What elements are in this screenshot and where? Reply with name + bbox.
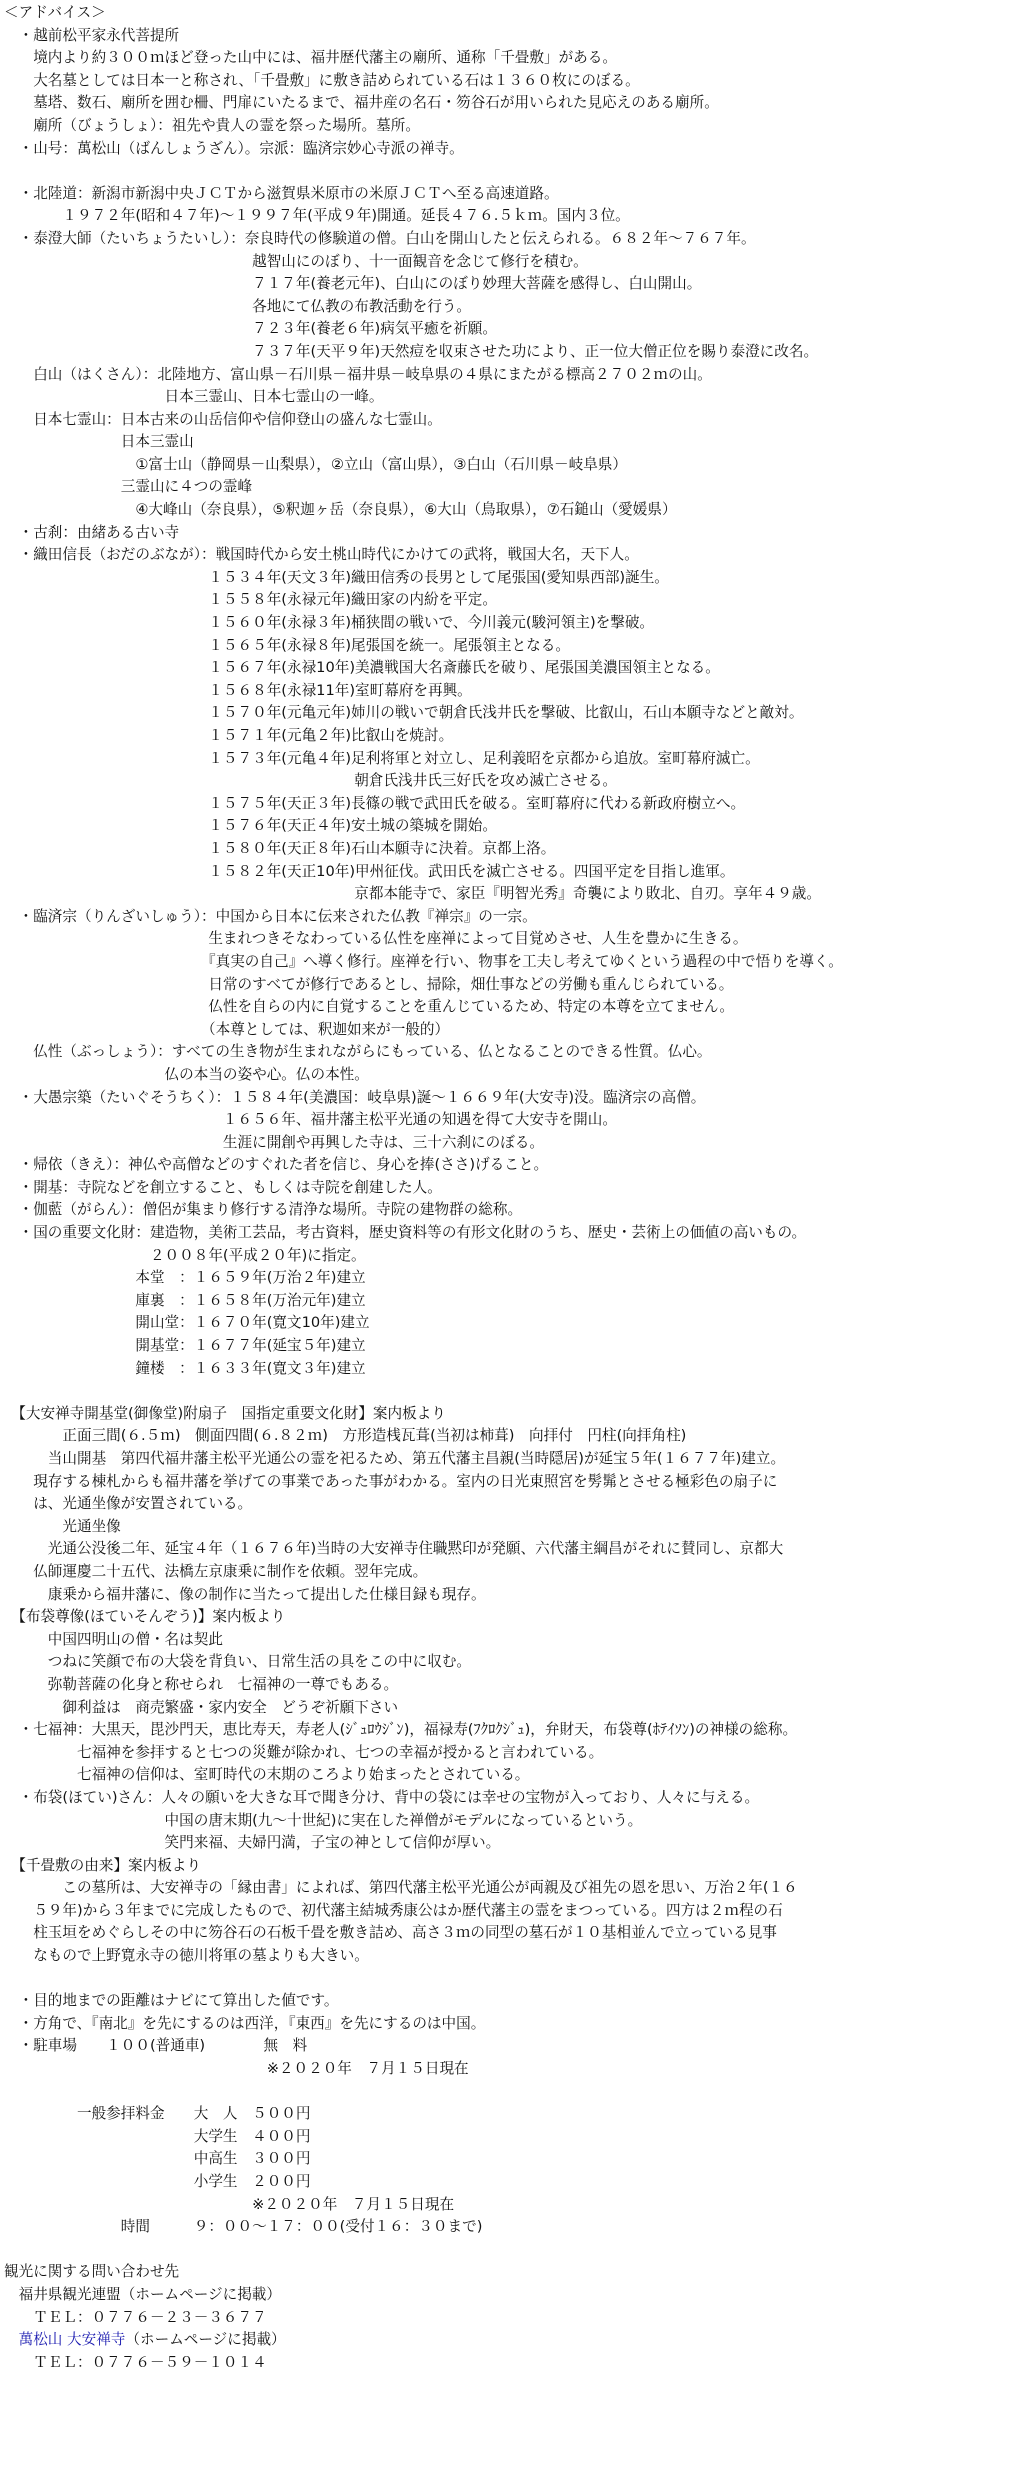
text-line: 観光に関する問い合わせ先 bbox=[4, 2263, 180, 2281]
text-line: ※２０２０年 ７月１５日現在 bbox=[4, 2060, 469, 2078]
text-line: 開基堂：１６７７年(延宝５年)建立 bbox=[4, 1337, 366, 1355]
blank-line bbox=[4, 160, 1029, 183]
text-line: ・開基：寺院などを創立すること、もしくは寺院を創建した人。 bbox=[4, 1178, 442, 1196]
text-line: 七福神の信仰は、室町時代の末期のころより始まったとされている。 bbox=[4, 1766, 530, 1784]
text-line: ７３７年(天平９年)天然痘を収束させた功により、正一位大僧正位を賜り泰澄に改名。 bbox=[4, 342, 819, 360]
text-line: ５９年)から３年までに完成したもので、初代藩主結城秀康公はか歴代藩主の霊をまつっている。四方は２ｍ程の石 bbox=[4, 1901, 783, 1919]
text-line: 大名墓としては日本一と称され、「千畳敷」に敷き詰められている石は１３６０枚にのぼる。 bbox=[4, 71, 640, 89]
text-line: 現存する棟札からも福井藩を挙げての事業であった事がわかる。室内の日光東照宮を髣髴とさせる極彩色の扇子に bbox=[4, 1472, 778, 1490]
text-line: ・布袋(ほてい)さん：人々の願いを大きな耳で聞き分け、背中の袋には幸せの宝物が入っており、人々に与える。 bbox=[4, 1788, 760, 1806]
text-line: ７２３年(養老６年)病気平癒を祈願。 bbox=[4, 320, 497, 338]
text-line: 墓塔、数石、廟所を囲む柵、門扉にいたるまで、福井産の名石・笏谷石が用いられた見応えのある廟所。 bbox=[4, 94, 719, 112]
text-line: 【大安禅寺開基堂(御像堂)附扇子 国指定重要文化財】案内板より bbox=[4, 1404, 446, 1422]
text-line: 大学生 ４００円 bbox=[4, 2127, 311, 2145]
text-line: １５７５年(天正３年)長篠の戦で武田氏を破る。室町幕府に代わる新政府樹立へ。 bbox=[4, 794, 746, 812]
text-line: 日本三霊山、日本七霊山の一峰。 bbox=[4, 388, 384, 406]
text-line: ・北陸道：新潟市新潟中央ＪＣＴから滋賀県米原市の米原ＪＣＴへ至る高速道路。 bbox=[4, 184, 559, 202]
text-line: 中国の唐末期(九～十世紀)に実在した禅僧がモデルになっているという。 bbox=[4, 1811, 643, 1829]
text-line: 白山（はくさん）：北陸地方、富山県－石川県－福井県－岐阜県の４県にまたがる標高２７０２ｍの山。 bbox=[4, 365, 712, 383]
text-line: 当山開基 第四代福井藩主松平光通公の霊を祀るため、第五代藩主昌親(当時隠居)が延宝５年(１６７７年)建立。 bbox=[4, 1450, 786, 1467]
text-line: ・織田信長（おだのぶなが）：戦国時代から安土桃山時代にかけての武将，戦国大名，天下人。 bbox=[4, 546, 639, 564]
advice-document bbox=[4, 2, 1029, 2374]
text-line: １５６０年(永禄３年)桶狭間の戦いで、今川義元(駿河領主)を撃破。 bbox=[4, 614, 655, 632]
text-line: 御利益は 商売繁盛・家内安全 どうぞ祈願下さい bbox=[4, 1698, 399, 1716]
text-line: 朝倉氏浅井氏三好氏を攻め滅亡させる。 bbox=[4, 772, 617, 790]
text-line: この墓所は、大安禅寺の「縁由書」によれば、第四代藩主松平光通公が両親及び祖先の恩を思い、万治２年(１６ bbox=[4, 1879, 798, 1897]
text-line: ２００８年(平成２０年)に指定。 bbox=[4, 1246, 366, 1264]
text-line: 弥勒菩薩の化身と称せられ 七福神の一尊でもある。 bbox=[4, 1675, 399, 1693]
text-line: ・駐車場 １００(普通車) 無 料 bbox=[4, 2037, 308, 2055]
blank-line bbox=[4, 1380, 1029, 1403]
text-line: 七福神を参拝すると七つの災難が除かれ、七つの幸福が授かると言われている。 bbox=[4, 1743, 604, 1761]
text-line: ・方角で、『南北』を先にするのは西洋，『東西』を先にするのは中国。 bbox=[4, 2014, 486, 2032]
text-line: 京都本能寺で、家臣『明智光秀』奇襲により敗北、自刃。享年４９歳。 bbox=[4, 885, 821, 903]
text-line: ・帰依（きえ）：神仏や高僧などのすぐれた者を信じ、身心を捧(ささ)げること。 bbox=[4, 1156, 549, 1174]
text-line: 開山堂：１６７０年(寛文10年)建立 bbox=[4, 1314, 370, 1332]
blank-line bbox=[4, 1968, 1029, 1991]
temple-tel: ＴＥＬ：０７７６－５９－１０１４ bbox=[4, 2353, 267, 2371]
blank-line bbox=[4, 2239, 1029, 2262]
text-line: １５６８年(永禄11年)室町幕府を再興。 bbox=[4, 681, 472, 699]
text-line: １５７０年(元亀元年)姉川の戦いで朝倉氏浅井氏を撃破、比叡山，石山本願寺などと敵対。 bbox=[4, 704, 804, 722]
temple-homepage-link[interactable]: 萬松山 大安禅寺 bbox=[18, 2331, 126, 2349]
text-line: ・国の重要文化財：建造物，美術工芸品，考古資料，歴史資料等の有形文化財のうち、歴史・芸術上の価値の高いもの。 bbox=[4, 1224, 807, 1242]
text-line: １５７１年(元亀２年)比叡山を焼討。 bbox=[4, 727, 454, 744]
text-line: 仏性を自らの内に自覚することを重んじているため、特定の本尊を立てません。 bbox=[4, 998, 734, 1016]
text-line: 日本七霊山：日本古来の山岳信仰や信仰登山の盛んな七霊山。 bbox=[4, 410, 442, 428]
blank-line bbox=[4, 2081, 1029, 2104]
text-line: １５８０年(天正８年)石山本願寺に決着。京都上洛。 bbox=[4, 839, 556, 857]
text-line: ・山号：萬松山（ばんしょうざん）。宗派：臨済宗妙心寺派の禅寺。 bbox=[4, 139, 464, 157]
text-line: 中国四明山の僧・名は契此 bbox=[4, 1630, 223, 1648]
text-line: 越智山にのぼり、十一面観音を念じて修行を積む。 bbox=[4, 252, 588, 270]
temple-contact-line bbox=[4, 2329, 1029, 2352]
text-line: ④大峰山（奈良県），⑤釈迦ヶ岳（奈良県），⑥大山（鳥取県），⑦石鎚山（愛媛県） bbox=[4, 501, 677, 519]
text-line: 康乗から福井藩に、像の制作に当たって提出した仕様目録も現存。 bbox=[4, 1585, 486, 1603]
text-line: 境内より約３００ｍほど登った山中には、福井歴代藩主の廟所、通称「千畳敷」がある。 bbox=[4, 49, 617, 67]
text-line: 笑門来福、夫婦円満，子宝の神として信仰が厚い。 bbox=[4, 1834, 501, 1852]
text-line: 光通坐像 bbox=[4, 1517, 121, 1535]
text-line: 福井県観光連盟（ホームページに掲載） bbox=[4, 2285, 281, 2303]
text-line: ＜アドバイス＞ bbox=[4, 4, 106, 21]
text-line: 三霊山に４つの霊峰 bbox=[4, 478, 253, 496]
text-line: ＴＥＬ：０７７６－２３－３６７７ bbox=[4, 2308, 267, 2326]
text-line: 正面三間(６.５ｍ) 側面四間(６.８２ｍ) 方形造桟瓦葺(当初は柿葺) 向拝付 円柱(向拝角柱) bbox=[4, 1427, 687, 1445]
text-line: ・大愚宗築（たいぐそうちく）：１５８４年(美濃国：岐阜県)誕～１６６９年(大安寺)没。臨済宗の高僧。 bbox=[4, 1088, 706, 1106]
text-line: 一般参拝料金 大 人 ５００円 bbox=[4, 2105, 311, 2123]
text-line: ・越前松平家永代菩提所 bbox=[4, 26, 180, 44]
text-line: 日常のすべてが修行であるとし、掃除，畑仕事などの労働も重んじられている。 bbox=[4, 975, 734, 993]
text-line: ・目的地までの距離はナビにて算出した値です。 bbox=[4, 1992, 339, 2010]
text-line: １５６７年(永禄10年)美濃戦国大名斎藤氏を破り、尾張国美濃国領主となる。 bbox=[4, 659, 720, 677]
text-line: 中高生 ３００円 bbox=[4, 2150, 311, 2168]
text-line: ①富士山（静岡県－山梨県），②立山（富山県），③白山（石川県－岐阜県） bbox=[4, 455, 627, 473]
text-line: 柱玉垣をめぐらしその中に笏谷石の石板千畳を敷き詰め、高さ３ｍの同型の墓石が１０基相並んで立っている見事 bbox=[4, 1924, 777, 1942]
text-line: 『真実の自己』へ導く修行。座禅を行い、物事を工夫し考えてゆくという過程の中で悟りを導く。 bbox=[4, 952, 843, 970]
text-line: つねに笑顔で布の大袋を背負い、日常生活の具をこの中に収む。 bbox=[4, 1653, 472, 1671]
text-line: 【千畳敷の由来】案内板より bbox=[4, 1856, 202, 1874]
text-line: 生涯に開創や再興した寺は、三十六刹にのぼる。 bbox=[4, 1133, 544, 1151]
text-line: １５３４年(天文３年)織田信秀の長男として尾張国(愛知県西部)誕生。 bbox=[4, 568, 669, 586]
text-line: ７１７年(養老元年)、白山にのぼり妙理大菩薩を感得し、白山開山。 bbox=[4, 275, 702, 293]
temple-homepage-note: （ホームページに掲載） bbox=[125, 2331, 286, 2349]
text-line: １５７６年(天正４年)安土城の築城を開始。 bbox=[4, 817, 497, 835]
text-line: １６５６年、福井藩主松平光通の知遇を得て大安寺を開山。 bbox=[4, 1111, 617, 1129]
text-line: 光通公没後二年、延宝４年（１６７６年)当時の大安禅寺住職黙印が発願、六代藩主綱昌がそれに賛同し、京都大 bbox=[4, 1540, 784, 1558]
text-line: ・伽藍（がらん）：僧侶が集まり修行する清浄な場所。寺院の建物群の総称。 bbox=[4, 1201, 523, 1219]
text-line: １５７３年(元亀４年)足利将軍と対立し、足利義昭を京都から追放。室町幕府滅亡。 bbox=[4, 749, 760, 767]
text-line: 生まれつきそなわっている仏性を座禅によって目覚めさせ、人生を豊かに生きる。 bbox=[4, 930, 748, 948]
text-line: ・古刹：由緒ある古い寺 bbox=[4, 523, 180, 541]
text-line: 仏師運慶二十五代、法橋左京康乗に制作を依頼。翌年完成。 bbox=[4, 1562, 428, 1580]
text-line: １９７２年(昭和４７年)～１９９７年(平成９年)開通。延長４７６.５ｋｍ。国内３位。 bbox=[4, 207, 630, 225]
text-line: 時間 ９：００～１７：００(受付１６：３０まで) bbox=[4, 2218, 483, 2236]
text-line: 小学生 ２００円 bbox=[4, 2173, 311, 2190]
text-line: 本堂 ：１６５９年(万治２年)建立 bbox=[4, 1269, 366, 1287]
text-line: １５８２年(天正10年)甲州征伐。武田氏を滅亡させる。四国平定を目指し進軍。 bbox=[4, 862, 735, 880]
text-line: ・七福神：大黒天，毘沙門天，恵比寿天，寿老人(ｼﾞｭﾛｳｼﾞﾝ)，福禄寿(ﾌｸﾛｸｼﾞｭ)，弁財天，布袋尊(ﾎﾃｲｿﾝ)の神様の総称。 bbox=[4, 1721, 798, 1739]
text-line: ・泰澄大師（たいちょうたいし）：奈良時代の修験道の僧。白山を開山したと伝えられる。６８２年～７６７年。 bbox=[4, 229, 756, 247]
text-line: 【布袋尊像(ほていそんぞう)】案内板より bbox=[4, 1608, 286, 1626]
text-line: １５６５年(永禄８年)尾張国を統一。尾張領主となる。 bbox=[4, 636, 570, 654]
text-line: （本尊としては、釈迦如来が一般的） bbox=[4, 1020, 450, 1038]
text-line: 仏の本当の姿や心。仏の本性。 bbox=[4, 1065, 369, 1083]
text-line: ※２０２０年 ７月１５日現在 bbox=[4, 2195, 455, 2213]
text-line: 庫裏 ：１６５８年(万治元年)建立 bbox=[4, 1291, 366, 1309]
text-line: 仏性（ぶっしょう）：すべての生き物が生まれながらにもっている、仏となることのできる性質。仏心。 bbox=[4, 1043, 712, 1061]
text-line: なもので上野寛永寺の徳川将軍の墓よりも大きい。 bbox=[4, 1947, 369, 1965]
text-line: ・臨済宗（りんざいしゅう）：中国から日本に伝来された仏教『禅宗』の一宗。 bbox=[4, 907, 537, 925]
text-line: 廟所（びょうしょ）：祖先や貴人の霊を祭った場所。墓所。 bbox=[4, 116, 420, 134]
text-line: １５５８年(永禄元年)織田家の内紛を平定。 bbox=[4, 591, 497, 609]
text-line: は、光通坐像が安置されている。 bbox=[4, 1495, 253, 1513]
text-line: 鐘楼 ：１６３３年(寛文３年)建立 bbox=[4, 1359, 366, 1377]
text-line: 各地にて仏教の布教活動を行う。 bbox=[4, 297, 472, 315]
text-line: 日本三霊山 bbox=[4, 433, 194, 451]
